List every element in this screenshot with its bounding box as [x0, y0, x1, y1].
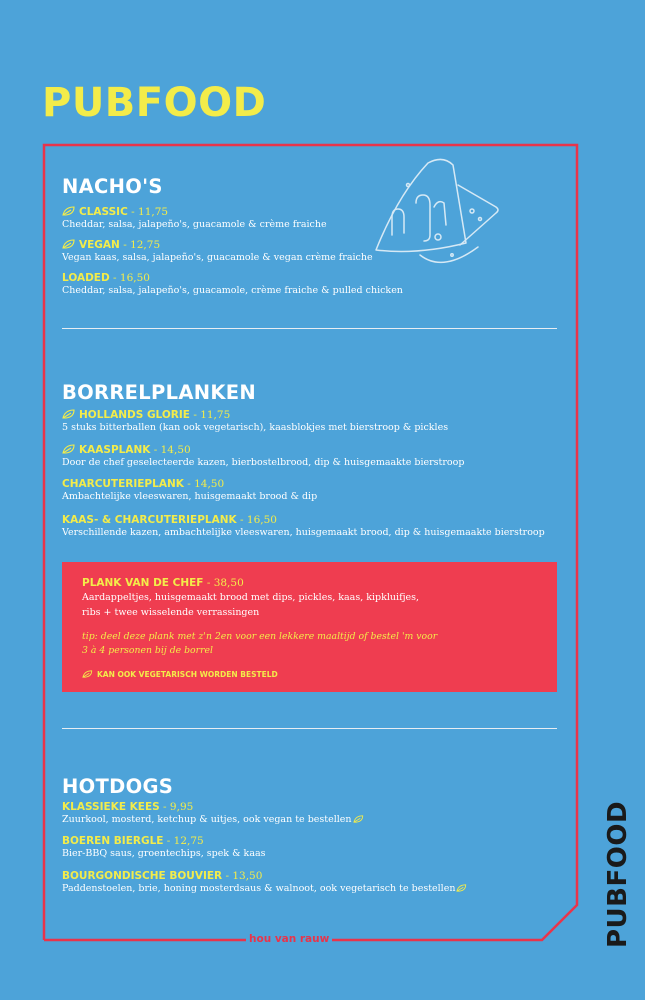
item-name: KLASSIEKE KEES [62, 801, 160, 813]
item-price: - 13,50 [225, 870, 263, 882]
item-description [82, 590, 542, 620]
item-name: KAASPLANK [79, 444, 151, 456]
item-price: - 11,75 [193, 409, 231, 421]
item-price: - 11,75 [131, 206, 169, 218]
menu-item-classic [62, 206, 582, 231]
item-description [62, 883, 582, 895]
item-price: - 14,50 [187, 478, 225, 490]
menu-item-loaded [62, 272, 582, 297]
section-heading-hotdogs: HOTDOGS [62, 775, 174, 798]
section-divider [62, 328, 557, 329]
item-price: - 16,50 [240, 514, 277, 526]
item-description-text: Zuurkool, mosterd, ketchup & uitjes, ook vegan te bestellen [62, 814, 352, 825]
menu-item-klassieke-kees [62, 801, 582, 826]
item-description: Ambachtelijke vleeswaren, huisgemaakt brood & dip [62, 491, 318, 502]
chef-special-box [62, 562, 557, 692]
vegetarian-note [82, 670, 542, 679]
item-name: CHARCUTERIEPLANK [62, 478, 184, 490]
item-description: Door de chef geselecteerde kazen, bierbostelbrood, dip & huisgemaakte bierstroop [62, 457, 465, 468]
menu-item-boeren-biergle [62, 835, 582, 860]
vegetarian-leaf-icon [82, 670, 95, 678]
item-price: - 14,50 [153, 444, 191, 456]
menu-item-hollands-glorie [62, 409, 582, 434]
item-price: - 12,75 [166, 835, 204, 847]
menu-item-bourgondische-bouvier [62, 870, 582, 895]
menu-item-vegan [62, 239, 582, 264]
item-price: - 38,50 [206, 577, 244, 589]
vegetarian-leaf-icon [62, 409, 78, 419]
page-title: PUBFOOD [42, 80, 267, 126]
item-name: KAAS- & CHARCUTERIEPLANK [62, 514, 237, 526]
vegetarian-leaf-icon [62, 206, 78, 216]
menu-item-charcuterieplank [62, 478, 582, 503]
chef-desc-line: Aardappeltjes, huisgemaakt brood met dips, pickles, kaas, kipkluifjes, [82, 592, 420, 603]
section-heading-borrelplanken: BORRELPLANKEN [62, 381, 256, 404]
chef-tip-line: tip: deel deze plank met z'n 2en voor een lekkere maaltijd of bestel 'm voor [82, 631, 438, 642]
item-price: - 9,95 [163, 801, 194, 813]
item-description: Vegan kaas, salsa, jalapeño's, guacamole & vegan crème fraiche [62, 252, 373, 263]
item-description-text: Paddenstoelen, brie, honing mosterdsaus & walnoot, ook vegetarisch te bestellen [62, 883, 456, 894]
vegetarian-leaf-icon [456, 884, 469, 892]
section-heading-nachos: NACHO'S [62, 175, 163, 198]
item-price: - 16,50 [113, 272, 150, 284]
item-description [62, 814, 582, 826]
item-description: 5 stuks bitterballen (kan ook vegetarisch), kaasblokjes met bierstroop & pickles [62, 422, 449, 433]
footer-slogan: hou van rauw [246, 933, 332, 945]
item-price: - 12,75 [123, 239, 161, 251]
vegetarian-leaf-icon [62, 444, 78, 454]
item-name: BOEREN BIERGLE [62, 835, 164, 847]
side-title: PUBFOOD [603, 800, 633, 948]
item-description: Verschillende kazen, ambachtelijke vleeswaren, huisgemaakt brood, dip & huisgemaakte bierstroop [62, 527, 545, 538]
chef-tip [82, 630, 542, 658]
vegetarian-leaf-icon [62, 239, 78, 249]
item-name: PLANK VAN DE CHEF [82, 577, 204, 589]
chef-desc-line: ribs + twee wisselende verrassingen [82, 607, 260, 618]
section-divider [62, 728, 557, 729]
vegetarian-note-text: KAN OOK VEGETARISCH WORDEN BESTELD [97, 670, 278, 679]
item-name: BOURGONDISCHE BOUVIER [62, 870, 223, 882]
item-name: LOADED [62, 272, 110, 284]
item-name: CLASSIC [79, 206, 128, 218]
menu-item-kaasplank [62, 444, 582, 469]
menu-item-kaas-charcuterieplank [62, 514, 582, 539]
vegetarian-leaf-icon [353, 815, 366, 823]
chef-tip-line: 3 à 4 personen bij de borrel [82, 645, 214, 656]
item-description: Bier-BBQ saus, groentechips, spek & kaas [62, 848, 266, 859]
item-description: Cheddar, salsa, jalapeño's, guacamole, crème fraiche & pulled chicken [62, 285, 403, 296]
item-name: VEGAN [79, 239, 120, 251]
item-description: Cheddar, salsa, jalapeño's, guacamole & crème fraiche [62, 219, 327, 230]
item-name: HOLLANDS GLORIE [79, 409, 190, 421]
